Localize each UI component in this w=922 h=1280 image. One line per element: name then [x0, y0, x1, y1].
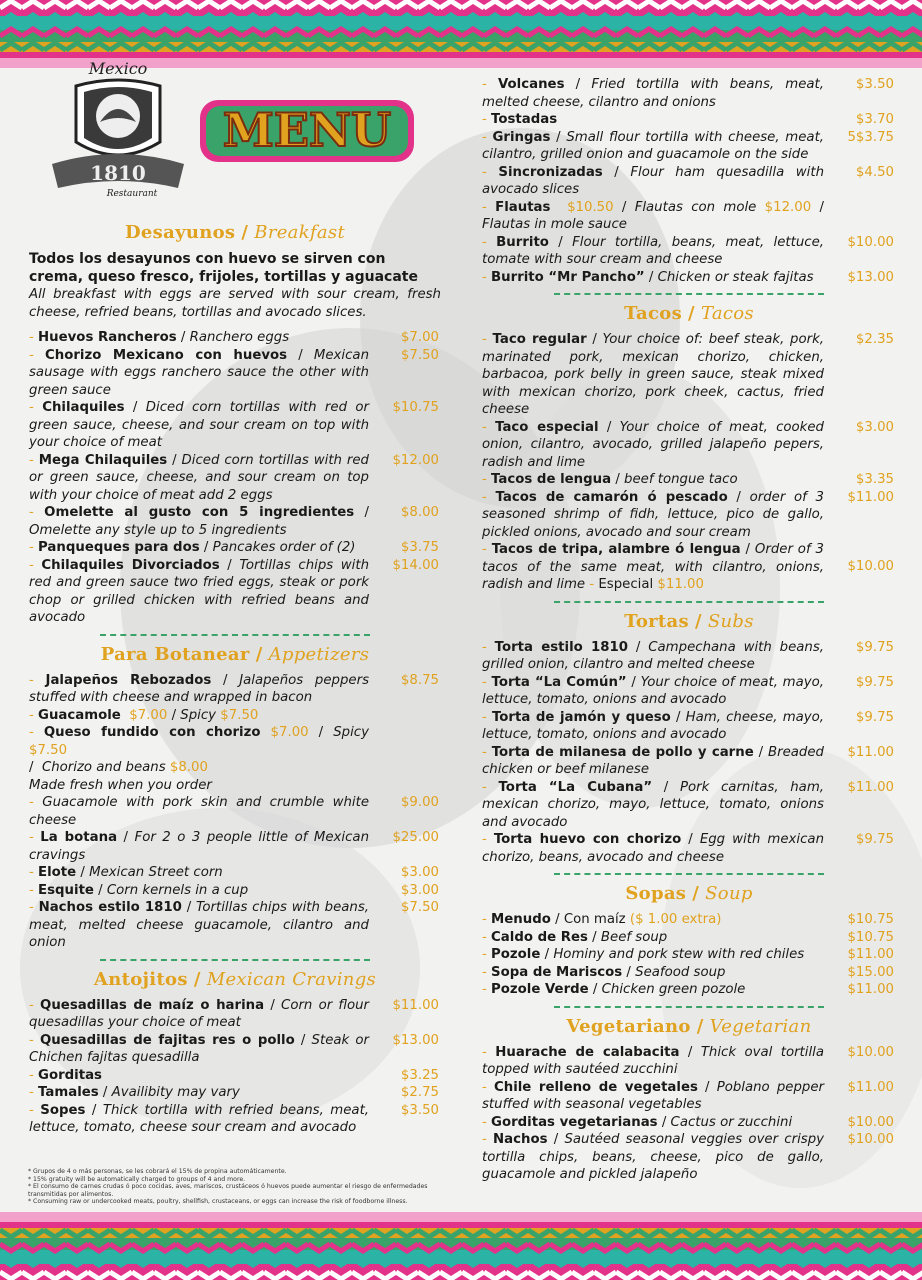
menu-item: - Gorditas vegetarianas / Cactus or zucchini $10.00 [482, 1114, 894, 1130]
item-price: $10.75 [392, 400, 439, 415]
footnote-line: * 15% gratuity will be automatically charged to groups of 4 and more. [28, 1175, 246, 1183]
menu-item: - Caldo de Res / Beef soup $10.75 [482, 929, 894, 945]
item-description: Tortillas chips with beans, meat, melted cheese guacamole, cilantro and onion [29, 900, 370, 950]
menu-item: - Tamales / Availibity may vary $2.75 [29, 1085, 439, 1100]
item-name: Chilaquiles [42, 400, 125, 415]
item-price: $2.35 [855, 332, 894, 347]
item-description: Hominy and pork stew with red chiles [553, 947, 805, 962]
menu-item-guacamole-pork: - Guacamole with pork skin and crumble white cheese $9.00 [29, 795, 439, 828]
section-title-vegetariano: Vegetariano / Vegetarian [566, 1015, 812, 1037]
item-price: $3.75 [400, 540, 439, 555]
item-price: $7.50 [400, 347, 439, 363]
section-title-antojitos: Antojitos / Mexican Cravings [93, 968, 377, 990]
item-description: Ham, cheese, mayo, lettuce, tomato, onions and avocado [482, 709, 825, 742]
item-price: $3.00 [400, 865, 439, 880]
item-description: Corn or flour quesadillas your choice of meat [29, 997, 370, 1030]
footnotes [28, 1168, 448, 1206]
item-name: Torta de milanesa de pollo y carne [491, 744, 754, 760]
menu-item: - Taco especial / Your choice of meat, cooked onion, cilantro, avocado, grilled jalapeño pepers, radish and lime $3.00 [482, 419, 894, 470]
item-name: Taco especial [495, 419, 599, 435]
item-name: Sopes [40, 1102, 86, 1118]
menu-title-text: MENU [222, 103, 392, 157]
item-price: $9.75 [855, 674, 894, 690]
menu-item-queso-fundido: - Queso fundido con chorizo $7.00 / Spicy $7.50 / Chorizo and beans $8.00 [29, 725, 369, 775]
item-name: Mega Chilaquiles [38, 452, 168, 468]
item-price: $11.00 [847, 744, 894, 760]
menu-item: - Gringas / Small flour tortilla with cheese, meat, cilantro, grilled onion and guacamole on the side 5$3.75 [482, 129, 894, 162]
item-price: $3.50 [855, 77, 894, 92]
item-price: $10.00 [847, 1044, 894, 1060]
section-divider [554, 1006, 824, 1008]
menu-item: - Quesadillas de maíz o harina / Corn or flour quesadillas your choice of meat $11.00 [29, 997, 439, 1030]
menu-item: - La botana / For 2 o 3 people little of Mexican cravings $25.00 [29, 830, 439, 863]
item-price: $14.00 [392, 557, 439, 573]
item-description: order of 3 seasoned shrimp of fidh, lettuce, pico de gallo, pickled onions, avocado and sour cream [482, 489, 824, 540]
item-description: Ranchero eggs [189, 330, 290, 345]
item-price: $11.00 [847, 489, 894, 505]
menu-item: - Jalapeños Rebozados / Jalapeños peppers stuffed with cheese and wrapped in bacon $8.75 [29, 672, 439, 705]
item-description: Mexican sausage with eggs ranchero sauce the other with green sauce [29, 347, 370, 398]
right-column [482, 76, 896, 1186]
item-name: Torta “La Cubana” [498, 779, 653, 795]
item-price: $25.00 [392, 830, 439, 845]
menu-item: - Torta huevo con chorizo / Egg with mexican chorizo, beans, avocado and cheese $9.75 [482, 832, 894, 865]
item-name: Tamales [38, 1085, 99, 1100]
menu-item-menudo: - Menudo / Con maíz ($ 1.00 extra) $10.75 [482, 912, 894, 927]
section-divider [554, 293, 824, 295]
item-description: Pork carnitas, ham, mexican chorizo, mayo, lettuce, tomato, onions and avocado [482, 779, 825, 830]
menu-item: - Huarache de calabacita / Thick oval tortilla topped with sautéed zucchini $10.00 [482, 1044, 894, 1077]
section-title-breakfast: Desayunos / Breakfast [125, 222, 345, 243]
item-price: 5$3.75 [847, 129, 894, 145]
menu-item-pozole-verde: - Pozole Verde / Chicken green pozole $11.00 [482, 982, 894, 997]
item-price: $11.00 [847, 1079, 894, 1095]
item-description: Cactus or zucchini [670, 1114, 793, 1130]
item-name: Gorditas [38, 1067, 102, 1083]
item-name: Taco regular [492, 332, 587, 347]
item-description: For 2 o 3 people little of Mexican cravings [29, 830, 370, 863]
menu-item: - Esquite / Corn kernels in a cup $3.00 [29, 882, 439, 898]
item-price: $11.00 [847, 779, 894, 795]
item-name: Chorizo Mexicano con huevos [44, 347, 288, 363]
menu-item: - Pozole / Hominy and pork stew with red chiles $11.00 [482, 947, 894, 962]
item-description: beef tongue taco [624, 472, 738, 487]
item-price: $3.70 [855, 112, 894, 127]
item-name: Tacos de lengua [491, 472, 612, 487]
item-description: Flour ham quesadilla with avocado slices [482, 164, 825, 197]
item-name: Esquite [38, 882, 94, 898]
item-price: $3.00 [855, 419, 894, 435]
item-name: Torta de jamón y queso [491, 709, 671, 725]
menu-item: - Gorditas $3.25 [29, 1067, 439, 1083]
menu-item: - Chile relleno de vegetales / Poblano pepper stuffed with seasonal vegetables $11.00 [482, 1079, 894, 1112]
footnote-line: * Grupos de 4 o más personas, se les cobrará el 15% de propina automáticamente. [28, 1168, 287, 1175]
item-description: Steak or Chichen fajitas quesadilla [29, 1032, 369, 1065]
item-description: Seafood soup [635, 964, 726, 980]
item-name: Gringas [492, 129, 551, 145]
item-price: $3.00 [400, 882, 439, 898]
item-description: Diced corn tortillas with red or green sauce, cheese, and sour cream on top with your choice of meat [29, 400, 369, 450]
item-description: Diced corn tortillas with red or green sauce, cheese, and sour cream on top with your choice of meat add 2 eggs [29, 452, 369, 503]
logo-year: 1810 [90, 161, 146, 185]
item-price: $3.25 [400, 1067, 439, 1083]
item-description: Corn kernels in a cup [106, 882, 249, 898]
menu-item: - Sopes / Thick tortilla with refried beans, meat, lettuce, tomato, cheese sour cream and avocado $3.50 [29, 1102, 439, 1135]
item-name: Chile relleno de vegetales [493, 1079, 698, 1095]
item-price: $7.50 [400, 900, 439, 915]
item-name: Nachos estilo 1810 [38, 900, 182, 915]
menu-item: - Torta estilo 1810 / Campechana with beans, grilled onion, cilantro and melted cheese $9.75 [482, 639, 894, 672]
item-description: Omelette any style up to 5 ingredients [29, 522, 287, 538]
breakfast-intro-en: All breakfast with eggs are served with sour cream, fresh cheese, refried beans, tortillas and avocado slices. [29, 287, 441, 320]
item-name: Tostadas [491, 112, 558, 127]
item-description: Your choice of meat, cooked onion, cilantro, avocado, grilled jalapeño pepers, radish and lime [482, 419, 824, 470]
menu-item: - Panqueques para dos / Pancakes order of (2) $3.75 [29, 540, 439, 555]
item-price: $9.75 [855, 832, 894, 847]
item-name: La botana [40, 830, 118, 845]
item-description: Pancakes order of (2) [212, 540, 356, 555]
menu-item: - Sopa de Mariscos / Seafood soup $15.00 [482, 964, 894, 980]
item-name: Huarache de calabacita [495, 1044, 680, 1060]
item-price: $8.75 [400, 672, 439, 688]
item-name: Quesadillas de maíz o harina [40, 997, 265, 1013]
item-price: $10.00 [847, 1132, 894, 1147]
section-title-sopas: Sopas / Soup [625, 883, 753, 904]
item-price: $15.00 [847, 964, 894, 980]
menu-item: - Torta de milanesa de pollo y carne / Breaded chicken or beef milanese $11.00 [482, 744, 894, 777]
item-description: Thick tortilla with refried beans, meat, lettuce, tomato, cheese sour cream and avocado [29, 1102, 370, 1135]
sopas-list [482, 929, 896, 982]
item-name: Torta estilo 1810 [494, 639, 629, 655]
menu-item: - Tacos de lengua / beef tongue taco $3.35 [482, 472, 894, 487]
item-name: Tacos de camarón ó pescado [495, 489, 728, 505]
item-description: Small flour tortilla with cheese, meat, cilantro, grilled onion and guacamole on the side [482, 129, 825, 162]
tacos-list [482, 331, 896, 541]
item-name: Torta huevo con chorizo [493, 832, 682, 847]
item-price: $11.00 [392, 997, 439, 1013]
menu-item: - Volcanes / Fried tortilla with beans, meat, melted cheese, cilantro and onions $3.50 [482, 77, 894, 110]
menu-item: - Tacos de camarón ó pescado / order of 3 seasoned shrimp of fidh, lettuce, pico de gallo, pickled onions, avocado and sour cream $11.00 [482, 489, 894, 540]
menu-item-flautas: - Flautas $10.50 / Flautas con mole $12.00 / Flautas in mole sauce [482, 199, 824, 232]
item-price: $7.00 [400, 330, 439, 345]
section-title-tortas: Tortas / Subs [624, 610, 754, 632]
item-name: Nachos [493, 1132, 548, 1147]
menu-item-burrito-pancho: - Burrito “Mr Pancho” / Chicken or steak fajitas $13.00 [482, 269, 894, 285]
item-description: Your choice of: beef steak, pork, marinated pork, mexican chorizo, chicken, barbacoa, pork belly in green sauce, steak mixed with mexican chorizo, pork cheek, cactus, fried cheese [482, 332, 824, 417]
item-price: $8.00 [400, 505, 439, 520]
item-name: Huevos Rancheros [38, 330, 177, 345]
item-description: Mexican Street corn [89, 865, 223, 880]
antojitos-list [29, 997, 441, 1137]
made-fresh-note: Made fresh when you order [29, 777, 212, 793]
item-description: Beef soup [600, 929, 668, 945]
menu-item-tacos-tripa: - Tacos de tripa, alambre ó lengua / Order of 3 tacos of the same meat, with cilantro, onions, radish and lime - Especial $11.00 $10.00 [482, 542, 894, 592]
item-name: Sincronizadas [498, 164, 603, 180]
item-description: Egg with mexican chorizo, beans, avocado and cheese [482, 832, 824, 865]
menu-item: - Mega Chilaquiles / Diced corn tortillas with red or green sauce, cheese, and sour cream on top with your choice of meat add 2 eggs $12.00 [29, 452, 439, 503]
menu-item: - Torta “La Cubana” / Pork carnitas, ham, mexican chorizo, mayo, lettuce, tomato, onions and avocado $11.00 [482, 779, 894, 830]
item-name: Chilaquiles Divorciados [41, 557, 220, 573]
item-price: $4.50 [855, 164, 894, 180]
item-price: $13.00 [392, 1032, 439, 1048]
footnote-line: * Consuming raw or undercooked meats, poultry, shellfish, crustaceans, or eggs can increase the risk of foodborne illness. [28, 1198, 408, 1206]
menu-item: - Chilaquiles Divorciados / Tortillas chips with red and green sauce two fried eggs, steak or pork chop or grilled chicken with refried beans and avocado $14.00 [29, 557, 439, 625]
item-price: $11.00 [847, 947, 894, 962]
menu-item: - Nachos estilo 1810 / Tortillas chips with beans, meat, melted cheese guacamole, cilantro and onion $7.50 [29, 900, 439, 950]
left-column [29, 60, 441, 1210]
item-name: Volcanes [497, 77, 565, 92]
menu-item: - Quesadillas de fajitas res o pollo / Steak or Chichen fajitas quesadilla $13.00 [29, 1032, 439, 1065]
item-name: Elote [38, 865, 77, 880]
section-divider [100, 959, 370, 961]
menu-item: - Nachos / Sautéed seasonal veggies over crispy tortilla chips, beans, cheese, pico de gallo, guacamole and pickled jalapeño $10.00 [482, 1132, 894, 1182]
appetizers-list [29, 829, 441, 952]
item-price: $9.75 [855, 709, 894, 725]
bottom-zigzag-border [0, 1212, 922, 1280]
tortas-list [482, 639, 896, 867]
item-description: Thick oval tortilla topped with sautéed zucchini [482, 1044, 824, 1077]
menu-item-burrito: - Burrito / Flour tortilla, beans, meat, lettuce, tomate with sour cream and cheese $10.00 [482, 234, 894, 267]
item-description: Availibity may vary [111, 1085, 240, 1100]
menu-item: - Omelette al gusto con 5 ingredientes / Omelette any style up to 5 ingredients $8.00 [29, 505, 439, 538]
item-price: $9.75 [855, 639, 894, 655]
item-name: Caldo de Res [491, 929, 588, 945]
footnote-line: * El consumo de carnes crudas ó poco cocidas, aves, mariscos, crustáceos ó huevos puede aumentar el riesgo de enfermedades transmitidas por alimentos. [28, 1183, 428, 1198]
menu-item: - Huevos Rancheros / Ranchero eggs $7.00 [29, 330, 439, 345]
item-description: Sautéed seasonal veggies over crispy tortilla chips, beans, cheese, pico de gallo, guacamole and pickled jalapeño [482, 1132, 825, 1182]
item-name: Torta “La Común” [491, 674, 627, 690]
section-title-appetizers: Para Botanear / Appetizers [100, 643, 370, 665]
menu-item: - Elote / Mexican Street corn $3.00 [29, 865, 439, 880]
menu-item: - Sincronizadas / Flour ham quesadilla with avocado slices $4.50 [482, 164, 894, 197]
item-description: Fried tortilla with beans, meat, melted cheese, cilantro and onions [482, 77, 824, 110]
item-name: Sopa de Mariscos [491, 964, 623, 980]
breakfast-intro-es: Todos los desayunos con huevo se sirven con crema, queso fresco, frijoles, tortillas y aguacate [29, 251, 418, 285]
menu-item: - Tostadas $3.70 [482, 112, 894, 127]
breakfast-list [29, 329, 441, 627]
item-price: $3.35 [855, 472, 894, 487]
item-description: Campechana with beans, grilled onion, cilantro and melted cheese [482, 639, 824, 672]
menu-item: - Torta de jamón y queso / Ham, cheese, mayo, lettuce, tomato, onions and avocado $9.75 [482, 709, 894, 742]
item-description: Breaded chicken or beef milanese [482, 744, 824, 777]
item-description: Your choice of meat, mayo, lettuce, tomato, onions and avocado [482, 674, 824, 707]
item-description: Tortillas chips with red and green sauce two fried eggs, steak or pork chop or grilled chicken with refried beans and avocado [29, 557, 369, 625]
vegetariano-list [482, 1044, 896, 1184]
item-name: Quesadillas de fajitas res o pollo [39, 1032, 295, 1048]
logo-ribbon: Restaurant [106, 189, 158, 199]
item-name: Omelette al gusto con 5 ingredientes [44, 505, 355, 520]
logo-top-text: Mexico [88, 59, 148, 78]
menu-item: - Taco regular / Your choice of: beef steak, pork, marinated pork, mexican chorizo, chicken, barbacoa, pork belly in green sauce, steak mixed with mexican chorizo, pork cheek, cactus, fried cheese $2.35 [482, 332, 894, 417]
section-divider [554, 601, 824, 603]
item-price: $12.00 [392, 452, 439, 468]
menu-item: - Torta “La Común” / Your choice of meat, mayo, lettuce, tomato, onions and avocado $9.75 [482, 674, 894, 707]
section-divider [100, 634, 370, 636]
menu-item: - Chilaquiles / Diced corn tortillas with red or green sauce, cheese, and sour cream on top with your choice of meat $10.75 [29, 400, 439, 450]
item-name: Pozole [491, 947, 541, 962]
menu-item-guacamole: - Guacamole $7.00 / Spicy $7.50 [29, 707, 259, 723]
antojitos-continued-list [482, 76, 896, 199]
menu-item: - Chorizo Mexicano con huevos / Mexican sausage with eggs ranchero sauce the other with green sauce $7.50 [29, 347, 439, 398]
section-title-tacos: Tacos / Tacos [624, 303, 754, 324]
section-divider [554, 873, 824, 875]
item-name: Panqueques para dos [38, 540, 200, 555]
item-description: Poblano pepper stuffed with seasonal vegetables [482, 1079, 824, 1112]
item-name: Gorditas vegetarianas [491, 1114, 658, 1130]
item-price: $10.00 [847, 1114, 894, 1130]
item-price: $2.75 [400, 1085, 439, 1100]
item-price: $3.50 [400, 1102, 439, 1118]
item-price: $10.75 [847, 929, 894, 945]
